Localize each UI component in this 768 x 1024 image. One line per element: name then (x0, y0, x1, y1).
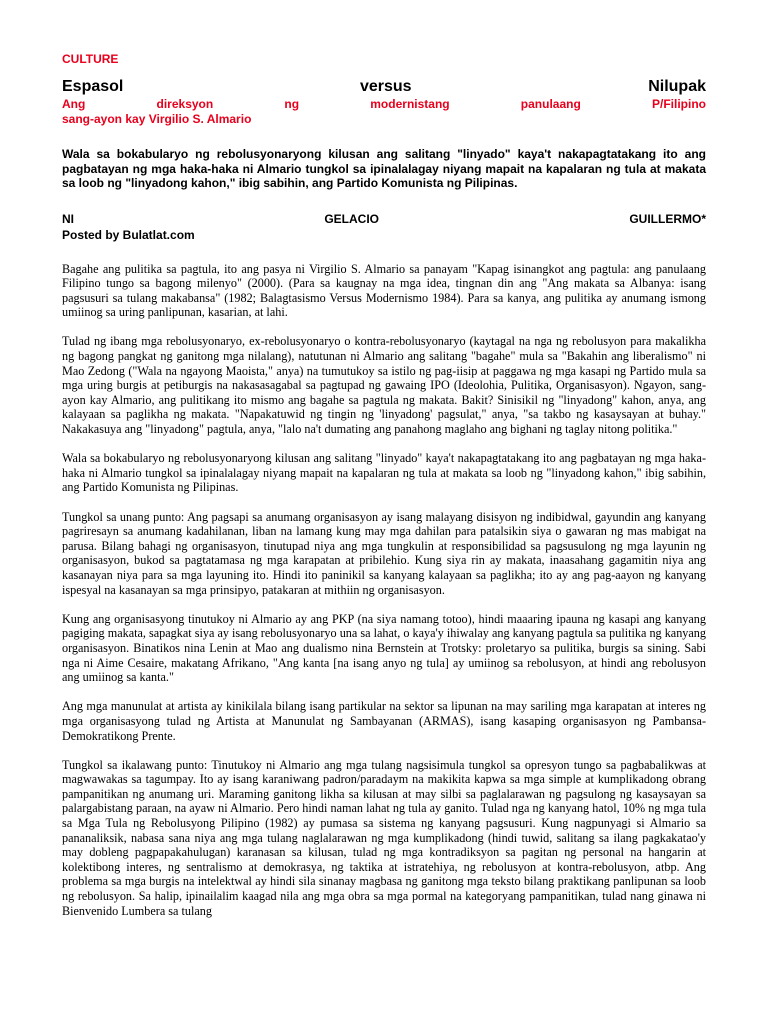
body-paragraph: Tulad ng ibang mga rebolusyonaryo, ex-rebolusyonaryo o kontra-rebolusyonaryo (kaytagal na nga ng rebolusyon para makalikha ng bagong pangkat ng ganitong mga nilalang), natutunan ni Almario ang salitang "bagahe" mula sa "Bakahin ang liberalismo" ni Mao Zedong ("Wala na ngayong Maoista," anya) na tumutukoy sa istilo ng pag-iisip at paggawa ng mga kasapi ng Partido mula sa mga uring burgis at petiburgis na nakasasagabal sa pagtupad ng gawaing IPO (Ideolohia, Pulitika, Organisasyon). Ngayon, sang-ayon kay Almario, ang pulitikang ito mismo ang bagahe sa pagtula ng makata. Bakit? Sinisikil ng "linyadong" kahon, anya, ang kalayaan sa paglikha ng makata. "Napakatuwid ng tingin ng 'linyadong' pagsulat," anya, "sa takbo ng kasaysayan at buhay." Nakakasuya ang "linyadong" pagtula, anya, "lalo na't dumating ang panahong maglaho ang bighani ng taglay nitong politika." (62, 334, 706, 437)
byline (62, 211, 706, 243)
author-first-name: GELACIO (324, 211, 379, 226)
subtitle-line-2: sang-ayon kay Virgilio S. Almario (62, 111, 252, 126)
article-subtitle (62, 97, 706, 126)
subtitle-word: panulaang (520, 97, 581, 111)
article (62, 52, 706, 918)
subtitle-word: direksyon (156, 97, 214, 111)
subtitle-word: ng (284, 97, 300, 111)
subtitle-word: P/Filipino (652, 97, 706, 111)
byline-ni: NI (62, 211, 74, 226)
title-right: Nilupak (648, 78, 706, 95)
body-paragraph: Bagahe ang pulitika sa pagtula, ito ang pasya ni Virgilio S. Almario sa panayam "Kapag isinangkot ang pagtula: ang panulaang Filipino tungo sa bagong milenyo" (2000). (Para sa kaugnay na mga idea, tingnan din ang "Ang makata sa Albanya: isang pagsusuri sa tulang makabansa" (1982; Balagtasismo Versus Modernismo 1984). Para sa kanya, ang pulitika ay anumang ismong umiinog sa uring panlipunan, kasarian, at lahi. (62, 261, 706, 320)
subtitle-word: modernistang (370, 97, 450, 111)
article-body (62, 262, 706, 919)
body-paragraph: Tungkol sa ikalawang punto: Tinutukoy ni Almario ang mga tulang nagsisimula tungkol sa opresyon tungo sa pagbabalikwas at magwawakas sa tagumpay. Ito ay isang karaniwang padron/paradaym na makikita kapwa sa mga simple at kumplikadong obrang pampanitikan ng anumang uri. Maraming ganitong likha sa kilusan at may silbi sa paglalarawan ng pagsulong ng kasaysayan sa palargabistang paraan, na ayaw ni Almario. Pero hindi naman lahat ng tula ay ganito. Tulad nga ng kanyang hatol, 10% ng mga tula sa Mga Tula ng Rebolusyong Pilipino (1982) ay pumasa sa sistema ng kanyang pagsusuri. Kung nagpunyagi si Almario sa pananaliksik, nabasa sana niya ang mga tulang naglalarawan ng mga kumplikadong (hindi tuwid, salitang sa ilang pagkakatao'y may dobleng pagpapakahulugan) karanasan sa kilusan, tulad ng mga kontradiksyon sa pagitan ng personal na hangarin at kolektibong interes, ng sentralismo at demokrasya, ng taktika at istratehiya, ng rebolusyon at kontra-rebolusyon, atbp. Ang problema sa mga burgis na intelektwal ay hindi sila sinanay magbasa ng ganitong mga teksto bilang praktikang panlipunan sa loob ng rebolusyon. Sa halip, ipinailalim kaagad nila ang mga obra sa mga pormal na kategoryang pampanitikan, tulad nang ginawa ni Bienvenido Lumbera sa tulang (62, 757, 706, 918)
article-title (62, 77, 706, 97)
author-row (62, 211, 706, 227)
subtitle-word: Ang (62, 97, 86, 111)
body-paragraph: Wala sa bokabularyo ng rebolusyonaryong kilusan ang salitang "linyado" kaya't nakapagtatakang ito ang pagbatayan ng mga haka-haka ni Almario tungkol sa ipinalalagay niyang mapait na kapalaran ng tula at makata sa loob ng "linyadong kahon," ibig sabihin, ang Partido Komunista ng Pilipinas. (62, 451, 706, 495)
body-paragraph: Tungkol sa unang punto: Ang pagsapi sa anumang organisasyon ay isang malayang disisyon ng indibidwal, gayundin ang kanyang pagriresayn sa anumang kadahilanan, liban na lamang kung may mga dahilan para patalsikin siya o gawaran ng mas mabigat na parusa. Bilang bahagi ng organisasyon, tinutupad niya ang mga tungkulin at responsibilidad sa pagsusulong ng mga layunin ng organisasyon, bukod sa pagtatamasa ng mga karapatan at pribilehio. Kung siya rin ay makata, inaasahang gagamitin niya ang kasanayan niya para sa mga layuning ito. Hindi ito paninikil sa kanyang kalayaan sa paglikha; ito ay ang pag-aayon ng kanyang ispesyal na kasanayan sa mga prinsipyo, patakaran at mithiin ng organisasyon. (62, 509, 706, 597)
lead-paragraph: Wala sa bokabularyo ng rebolusyonaryong kilusan ang salitang "linyado" kaya't nakapagtatakang ito ang pagbatayan ng mga haka-haka ni Almario tungkol sa ipinalalagay niyang mapait na kapalaran ng tula at makata sa loob ng "linyadong kahon," ibig sabihin, ang Partido Komunista ng Pilipinas. (62, 147, 706, 190)
posted-by: Posted by Bulatlat.com (62, 227, 195, 242)
body-paragraph: Kung ang organisasyong tinutukoy ni Almario ay ang PKP (na siya namang totoo), hindi maaaring ipauna ng kasapi ang kanyang pagiging makata, sapagkat siya ay isang rebolusyonaryo una sa lahat, o kaya'y ihiwalay ang kanyang pagtula sa pulitika ng kanyang organisasyon. Binatikos nina Lenin at Mao ang dualismo nina Bernstein at Trotsky: proletaryo sa pulitika, burgis sa sining. Sabi nga ni Aime Cesaire, makatang Afrikano, "Ang kanta [na isang anyo ng tula] ay umiinog sa rebolusyon, at hindi ang rebolusyon ang umiinog sa kanta." (62, 611, 706, 685)
title-left: Espasol (62, 78, 124, 95)
title-middle: versus (359, 78, 412, 95)
author-last-name: GUILLERMO* (629, 211, 706, 226)
subtitle-line-1 (62, 97, 706, 112)
section-label[interactable]: CULTURE (62, 52, 119, 66)
body-paragraph: Ang mga manunulat at artista ay kinikilala bilang isang partikular na sektor sa lipunan na may sariling mga karapatan at interes ng mga organisasyong tulad ng Artista at Manunulat ng Sambayanan (ARMAS), isang kasaping organisasyon ng Pambansa-Demokratikong Prente. (62, 699, 706, 743)
